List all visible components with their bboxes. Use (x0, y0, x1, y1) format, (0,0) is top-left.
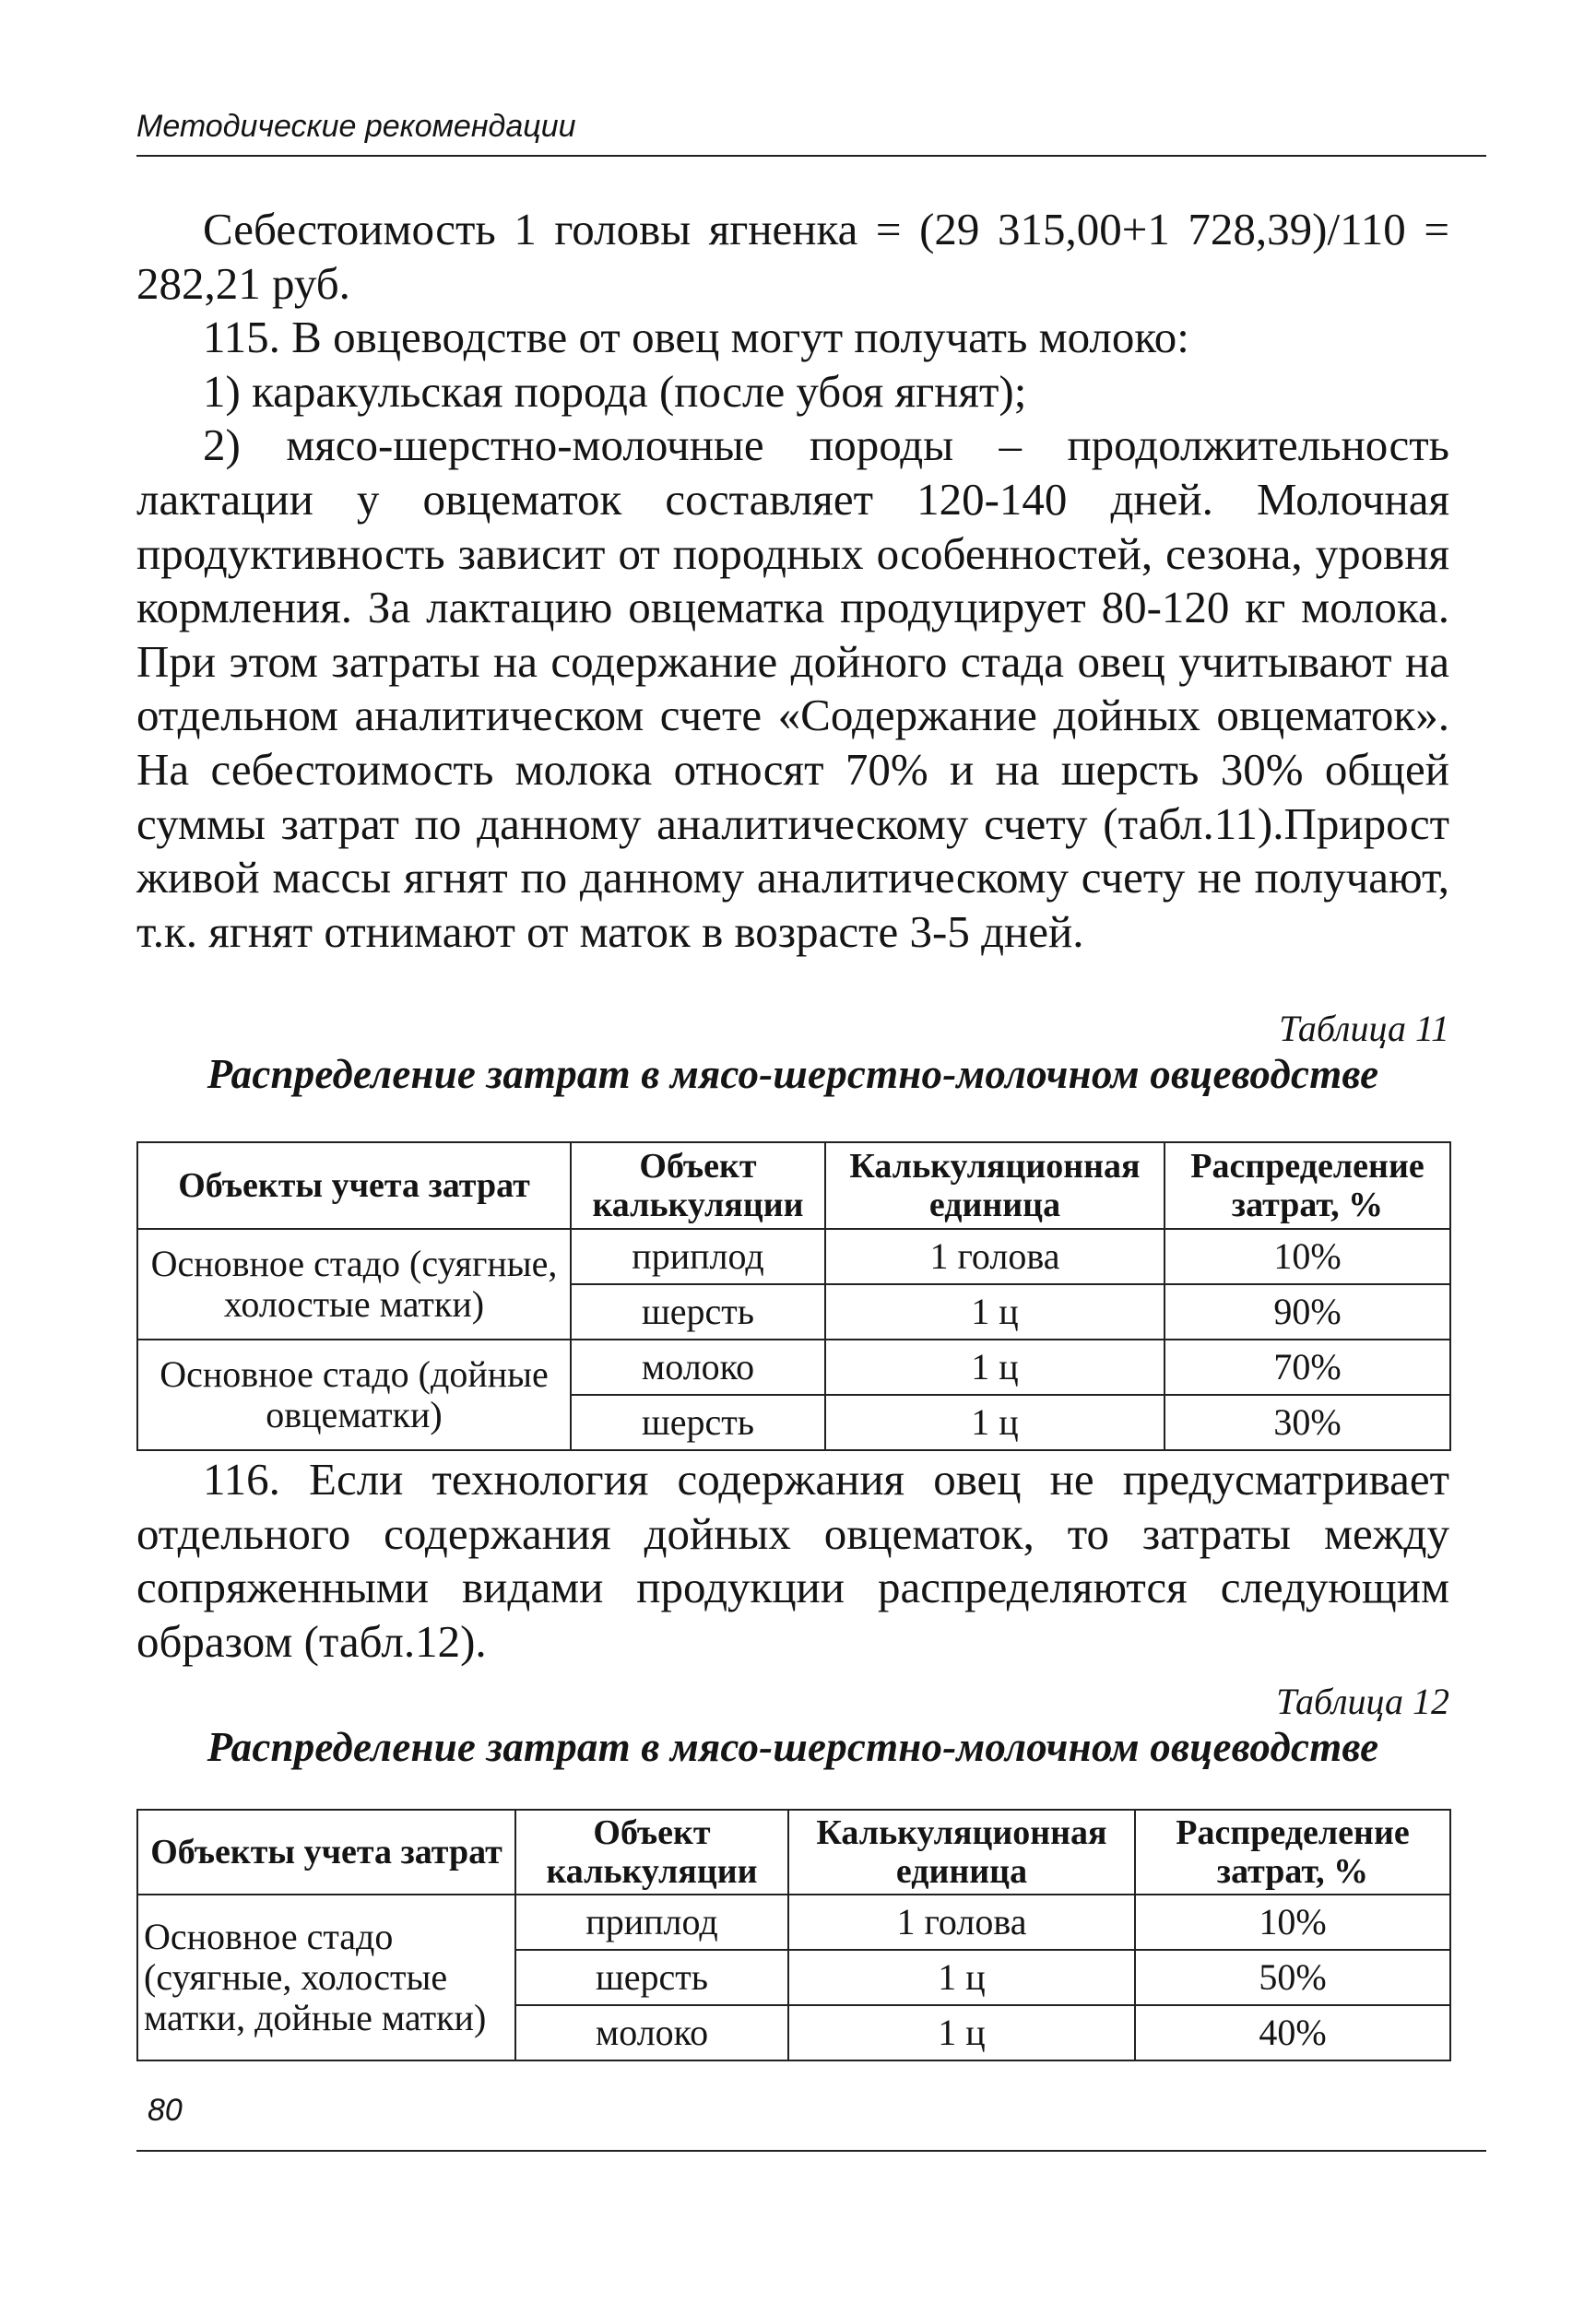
table11-cell: шерсть (571, 1284, 825, 1340)
table11 (136, 1141, 1451, 1451)
table11-caption: Таблица 11 (1279, 1008, 1449, 1049)
table12-cell: 40% (1135, 2005, 1450, 2060)
table12-caption: Таблица 12 (1276, 1681, 1449, 1722)
table12-wrapper (136, 1809, 1449, 2061)
table11-cell: 10% (1164, 1229, 1450, 1284)
table12-cell: 1 ц (788, 2005, 1135, 2060)
paragraph-cost: Себестоимость 1 головы ягненка = (29 315,00+1 728,39)/110 = 282,21 руб. (136, 204, 1449, 309)
table12-cell: 50% (1135, 1950, 1450, 2005)
table11-cell: 1 голова (825, 1229, 1164, 1284)
footer-rule (136, 2150, 1486, 2152)
table12-object-cell: Основное стадо (суягные, холостые матки, дойные матки) (137, 1895, 515, 2060)
table11-cell: молоко (571, 1340, 825, 1395)
paragraph-115-item2: 2) мясо-шерстно-молочные породы – продолжительность лактации у овцематок составляет 120-140 дней. Молочная продуктивность зависит от породных особенностей, сезона, уровня кормления. За лактацию овцематка продуцирует 80-120 кг молока. При этом затраты на содержание дойного стада овец учитывают на отдельном аналитическом счете «Содержание дойных овцематок». На себестоимость молока относят 70% и на шерсть 30% общей суммы затрат по данному аналитическому счету (табл.11).Прирост живой массы ягнят по данному аналитическому счету не получают, т.к. ягнят отнимают от маток в возрасте 3-5 дней. (136, 419, 1449, 957)
table12 (136, 1809, 1451, 2061)
table11-header-cell: Распределение затрат, % (1164, 1142, 1450, 1229)
table11-title: Распределение затрат в мясо-шерстно-молочном овцеводстве (207, 1051, 1379, 1097)
table12-cell: шерсть (515, 1950, 788, 2005)
table12-caption-block (136, 1680, 1449, 1771)
table12-header-cell: Распределение затрат, % (1135, 1810, 1450, 1895)
table11-cell: 1 ц (825, 1284, 1164, 1340)
table11-cell: 1 ц (825, 1340, 1164, 1395)
table12-header-cell: Объекты учета затрат (137, 1810, 515, 1895)
table11-header-cell: Калькуляционная единица (825, 1142, 1164, 1229)
table12-cell: 1 ц (788, 1950, 1135, 2005)
table12-cell: приплод (515, 1895, 788, 1950)
table11-cell: приплод (571, 1229, 825, 1284)
running-header: Методические рекомендации (136, 109, 576, 144)
table11-object-cell: Основное стадо (суягные, холостые матки) (137, 1229, 571, 1340)
table11-object-cell: Основное стадо (дойные овцематки) (137, 1340, 571, 1450)
table11-cell: 90% (1164, 1284, 1450, 1340)
paragraph-115-item1: 1) каракульская порода (после убоя ягнят); (203, 365, 1027, 417)
table11-caption-block (136, 1007, 1449, 1098)
table12-title: Распределение затрат в мясо-шерстно-молочном овцеводстве (207, 1724, 1379, 1770)
body-text (136, 203, 1449, 959)
table11-cell: 30% (1164, 1395, 1450, 1450)
table12-cell: 1 голова (788, 1895, 1135, 1950)
table11-wrapper (136, 1141, 1449, 1451)
table11-cell: 1 ц (825, 1395, 1164, 1450)
table11-header-cell: Объекты учета затрат (137, 1142, 571, 1229)
table12-cell: молоко (515, 2005, 788, 2060)
table11-cell: шерсть (571, 1395, 825, 1450)
table12-cell: 10% (1135, 1895, 1450, 1950)
table12-header-cell: Объект калькуляции (515, 1810, 788, 1895)
paragraph-116: 116. Если технология содержания овец не предусматривает отдельного содержания дойных овцематок, то затраты между сопряженными видами продукции распределяются следующим образом (табл.12). (136, 1454, 1449, 1667)
page-number: 80 (148, 2093, 183, 2128)
header-rule (136, 155, 1486, 157)
table12-header-cell: Калькуляционная единица (788, 1810, 1135, 1895)
table11-cell: 70% (1164, 1340, 1450, 1395)
table11-header-cell: Объект калькуляции (571, 1142, 825, 1229)
paragraph-115: 115. В овцеводстве от овец могут получать молоко: (203, 312, 1189, 363)
